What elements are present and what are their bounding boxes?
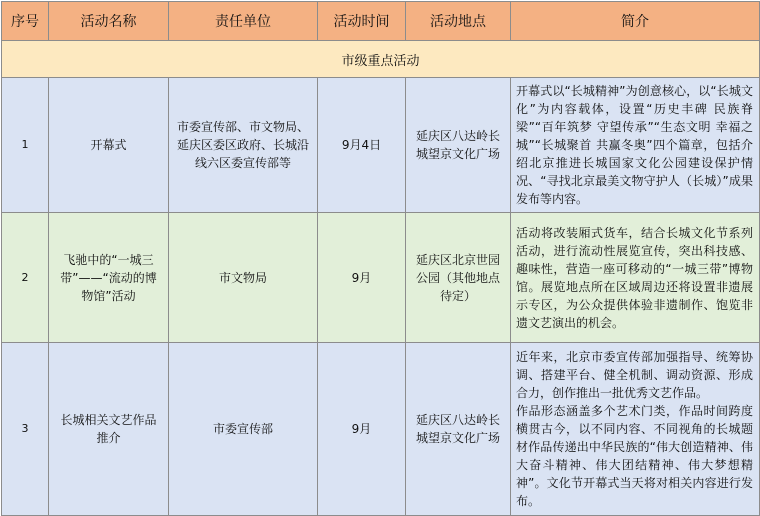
- row-description: 活动将改装厢式货车，结合长城文化节系列活动，进行流动性展览宣传，突出科技感、趣味性，营造一座可移动的“一城三带”博物馆。展览地点所在区域周边还将设置非遗展示专区，为公众提供体验非遗制作、饱览非遗文艺演出的机会。: [511, 213, 760, 343]
- header-desc: 简介: [511, 2, 760, 41]
- table-row: [2, 343, 760, 516]
- row-place: 延庆区八达岭长城望京文化广场: [406, 343, 511, 516]
- row-activity-name: 长城相关文艺作品推介: [49, 343, 169, 516]
- header-index: 序号: [2, 2, 49, 41]
- row-unit: 市文物局: [169, 213, 318, 343]
- row-activity-name: 飞驰中的“一城三带”——“流动的博物馆”活动: [49, 213, 169, 343]
- row-place: 延庆区北京世园公园（其他地点待定）: [406, 213, 511, 343]
- row-description-paragraph: 近年来，北京市委宣传部加强指导、统筹协调、搭建平台、健全机制、调动资源、形成合力，创作推出一批优秀文艺作品。: [516, 350, 753, 400]
- row-index: 3: [2, 343, 49, 516]
- row-description-paragraph: 作品形态涵盖多个艺术门类，作品时间跨度横贯古今，以不同内容、不同视角的长城题材作品传递出中华民族的“伟大创造精神、伟大奋斗精神、伟大团结精神、伟大梦想精神”。文化节开幕式当天将对相关内容进行发布。: [516, 404, 753, 508]
- row-time: 9月: [318, 213, 406, 343]
- header-place: 活动地点: [406, 2, 511, 41]
- activity-table: [1, 1, 760, 516]
- row-index: 1: [2, 78, 49, 213]
- row-unit: 市委宣传部: [169, 343, 318, 516]
- row-time: 9月: [318, 343, 406, 516]
- row-description: [511, 343, 760, 516]
- table-row: [2, 78, 760, 213]
- section-title: 市级重点活动: [2, 41, 760, 78]
- row-index: 2: [2, 213, 49, 343]
- row-unit: 市委宣传部、市文物局、延庆区委区政府、长城沿线六区委宣传部等: [169, 78, 318, 213]
- row-description: 开幕式以“长城精神”为创意核心，以“长城文化”为内容载体，设置“历史丰碑 民族脊梁”“百年筑梦 守望传承”“生态文明 幸福之城”“长城聚首 共赢冬奥”四个篇章，包括介绍北京推进长城国家文化公园建设保护情况、“寻找北京最美文物守护人（长城）”成果发布等内容。: [511, 78, 760, 213]
- header-time: 活动时间: [318, 2, 406, 41]
- row-time: 9月4日: [318, 78, 406, 213]
- header-row: [2, 2, 760, 41]
- row-place: 延庆区八达岭长城望京文化广场: [406, 78, 511, 213]
- row-activity-name: 开幕式: [49, 78, 169, 213]
- table-row: [2, 213, 760, 343]
- header-name: 活动名称: [49, 2, 169, 41]
- header-unit: 责任单位: [169, 2, 318, 41]
- section-row: [2, 41, 760, 78]
